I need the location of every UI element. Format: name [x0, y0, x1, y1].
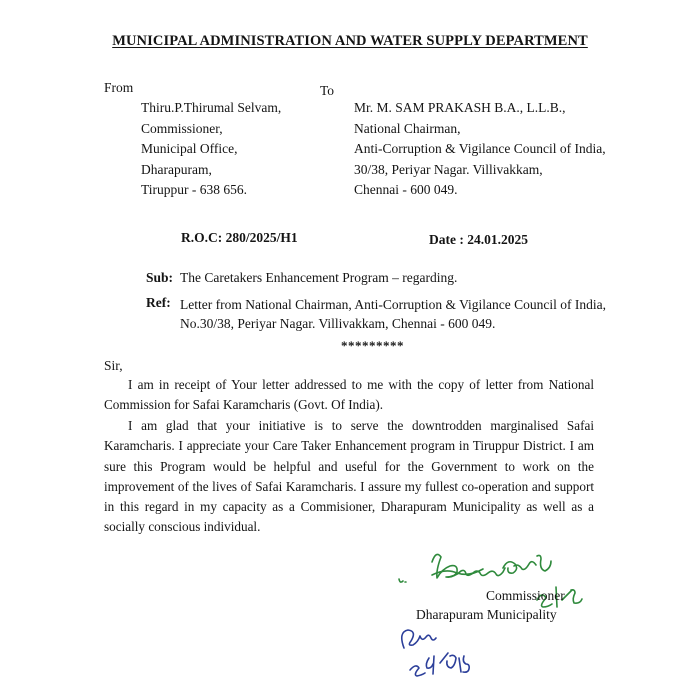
- to-line: National Chairman,: [354, 120, 461, 136]
- from-line: Commissioner,: [141, 120, 223, 136]
- from-line: Thiru.P.Thirumal Selvam,: [141, 100, 282, 115]
- from-label: From: [104, 80, 134, 95]
- signatory-office: Dharapuram Municipality: [416, 607, 557, 622]
- to-line: 30/38, Periyar Nagar. Villivakkam,: [354, 161, 543, 177]
- to-label: To: [320, 83, 335, 98]
- separator-stars: *********: [341, 338, 404, 353]
- subject-label: Sub:: [146, 270, 174, 285]
- from-line: Dharapuram,: [141, 161, 212, 177]
- ref-line: No.30/38, Periyar Nagar. Villivakkam, Chennai - 600 049.: [180, 316, 496, 331]
- initial-note-ink: [402, 630, 469, 676]
- signatory-title: Commissioner: [486, 588, 565, 603]
- from-line: Tiruppur - 638 656.: [141, 182, 248, 197]
- from-line: Municipal Office,: [141, 141, 238, 156]
- letter-date: Date : 24.01.2025: [429, 232, 528, 247]
- department-heading: MUNICIPAL ADMINISTRATION AND WATER SUPPLY DEPARTMENT: [112, 33, 588, 49]
- salutation: Sir,: [104, 358, 123, 373]
- reference-number: R.O.C: 280/2025/H1: [181, 230, 298, 245]
- subject-text: The Caretakers Enhancement Program – regarding.: [180, 270, 458, 285]
- ref-line: Letter from National Chairman, Anti-Corruption & Vigilance Council of India,: [180, 297, 606, 312]
- to-line: Anti-Corruption & Vigilance Council of India,: [354, 141, 606, 156]
- ref-label: Ref:: [146, 295, 171, 310]
- to-line: Mr. M. SAM PRAKASH B.A., L.L.B.,: [354, 100, 566, 115]
- body-paragraph: I am glad that your initiative is to serve the downtrodden marginalised Safai Karamcharis. I appreciate your Care Taker Enhancement program in Tiruppur District. I am sure this Program would be helpful and useful for the Government to work on the improvement of the lives of Safai Karamcharis. I assure my fullest co-operation and support in this regard in my capacity as a Commisioner, Dharapuram Municipality as well as a socially conscious individual.: [104, 418, 594, 535]
- body-paragraph: I am in receipt of Your letter addressed to me with the copy of letter from National Commission for Safai Karamcharis (Govt. Of India).: [104, 377, 594, 413]
- to-line: Chennai - 600 049.: [354, 182, 458, 197]
